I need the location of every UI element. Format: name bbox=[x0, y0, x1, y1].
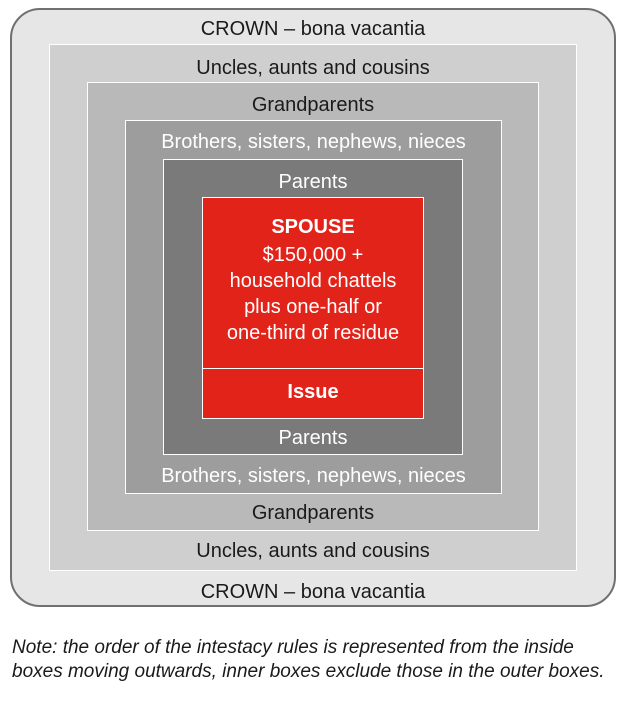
spouse-line-3: plus one-half or bbox=[244, 296, 382, 318]
spouse-title: SPOUSE bbox=[271, 216, 355, 238]
issue-label: Issue bbox=[287, 381, 339, 403]
crown-label-bottom: CROWN – bona vacantia bbox=[200, 581, 426, 603]
uncles-label-bottom: Uncles, aunts and cousins bbox=[196, 540, 430, 562]
parents-label-top: Parents bbox=[278, 171, 348, 193]
crown-label-top: CROWN – bona vacantia bbox=[200, 18, 426, 40]
issue-divider bbox=[203, 368, 423, 369]
spouse-line-1: $150,000 + bbox=[262, 244, 364, 266]
parents-label-bottom: Parents bbox=[278, 427, 348, 449]
spouse-line-2: household chattels bbox=[229, 270, 397, 292]
footnote: Note: the order of the intestacy rules is represented from the inside boxes moving outwards, inner boxes exclude those in the outer boxes. bbox=[12, 637, 605, 682]
spouse-text bbox=[203, 214, 423, 346]
spouse-line-4: one-third of residue bbox=[226, 322, 400, 344]
grandparents-label-bottom: Grandparents bbox=[251, 502, 375, 524]
spouse-box bbox=[202, 197, 424, 419]
siblings-label-top: Brothers, sisters, nephews, nieces bbox=[161, 131, 466, 153]
uncles-label-top: Uncles, aunts and cousins bbox=[196, 57, 430, 79]
grandparents-label-top: Grandparents bbox=[251, 94, 375, 116]
siblings-label-bottom: Brothers, sisters, nephews, nieces bbox=[161, 465, 466, 487]
